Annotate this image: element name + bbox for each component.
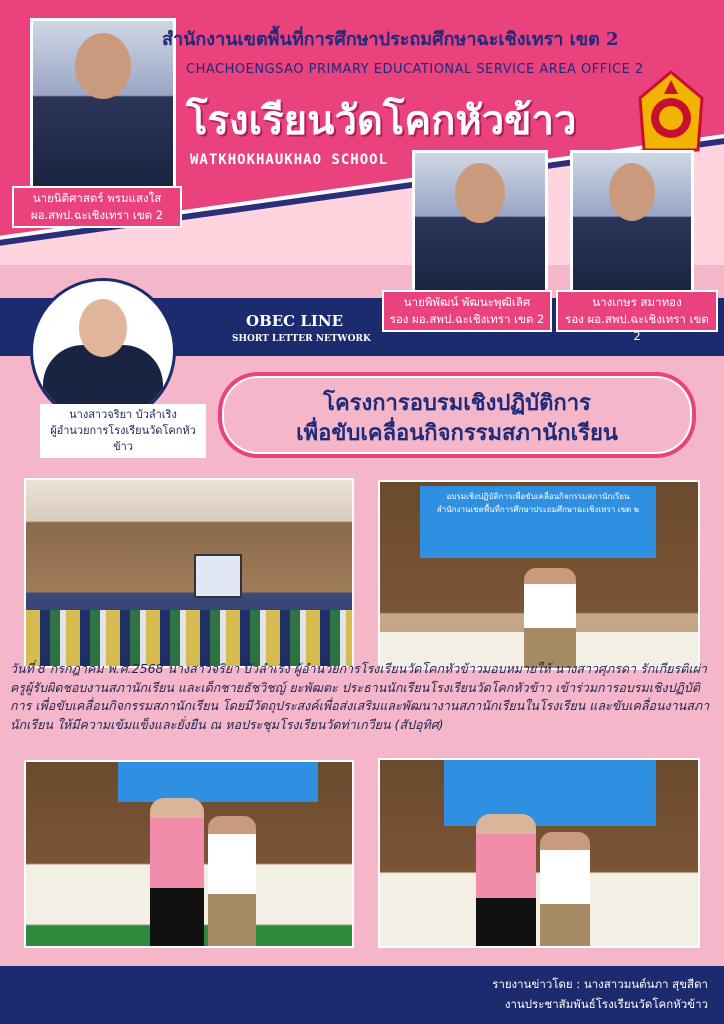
deputy2-name: นางเกษร สมาทอง (592, 295, 682, 309)
photo-auditorium (24, 478, 354, 668)
deputy1-face (455, 163, 505, 223)
principal-face (79, 299, 127, 357)
hall-screen (194, 554, 242, 598)
emblem-logo (636, 70, 706, 156)
director-face (75, 33, 131, 99)
project-title-line1: โครงการอบรมเชิงปฏิบัติการ (323, 390, 591, 416)
student-figure-3 (540, 832, 590, 948)
principal-photo (30, 278, 176, 424)
footer-department: งานประชาสัมพันธ์โรงเรียนวัดโคกหัวข้าว (504, 997, 708, 1011)
banner-line2: สำนักงานเขตพื้นที่การศึกษาประถมศึกษาฉะเชิงเทรา เขต ๒ (436, 505, 640, 514)
director-photo (30, 18, 176, 189)
photo-student-stage (378, 480, 700, 670)
deputy2-photo (570, 150, 694, 296)
director-role: ผอ.สพป.ฉะเชิงเทรา เขต 2 (30, 208, 164, 222)
deputy1-photo (412, 150, 548, 296)
obec-subtitle: SHORT LETTER NETWORK (232, 334, 371, 344)
photo-teacher-student-2 (378, 758, 700, 948)
deputy1-role: รอง ผอ.สพป.ฉะเชิงเทรา เขต 2 (389, 312, 545, 326)
deputy2-role: รอง ผอ.สพป.ฉะเชิงเทรา เขต 2 (565, 312, 709, 343)
teacher-figure-2 (476, 814, 536, 948)
director-name: นายนิติศาสตร์ พรมแสงใส (32, 191, 162, 205)
school-name-en: WATKHOKHAUKHAO SCHOOL (190, 152, 389, 168)
director-caption (12, 186, 182, 228)
news-body-text: วันที่ 8 กรกฎาคม พ.ศ.2568 นางสาวจริยา บัวลำเริง ผู้อำนวยการโรงเรียนวัดโคกหัวข้าวมอบหมายให้ นางสาวศุภรดา รักเกียรติเผ่า ครูผู้รับผิดชอบงานสภานักเรียน และเด็กชายธัชวิชญ์ ยะพัฒตะ ประธานนักเรียนโรงเรียนวัดโคกหัวข้าว เข้าร่วมการอบรมเชิงปฏิบัติการ เพื่อขับเคลื่อนกิจกรรมสภานักเรียน โดยมีวัตถุประสงค์เพื่อส่งเสริมและพัฒนางานสภานักเรียนในโรงเรียน และขับเคลื่อนงานสภานักเรียน ให้มีความเข้มแข็งและยั่งยืน ณ หอประชุมโรงเรียนวัดท่าเกวียน (สัปอุทิศ) (10, 661, 710, 732)
deputy2-face (609, 163, 655, 221)
principal-role: ผู้อำนวยการโรงเรียนวัดโคกหัวข้าว (50, 424, 196, 453)
deputy1-caption (382, 290, 552, 332)
obec-title: OBEC LINE (246, 312, 344, 330)
project-title-box (218, 372, 696, 458)
stage-banner-3 (444, 760, 656, 826)
office-title-en: CHACHOENGSAO PRIMARY EDUCATIONAL SERVICE AREA OFFICE 2 (186, 62, 644, 77)
office-title-th: สำนักงานเขตพื้นที่การศึกษาประถมศึกษาฉะเชิงเทรา เขต 2 (162, 29, 619, 50)
footer-bar (0, 966, 724, 1024)
principal-caption (40, 404, 206, 458)
stage-banner-2 (118, 762, 318, 802)
footer-reporter: รายงานข่าวโดย : นางสาวมนต์นภา สุขสีดา (492, 977, 708, 991)
principal-name: นางสาวจริยา บัวลำเริง (69, 408, 177, 421)
student-figure (524, 568, 576, 670)
school-name-th: โรงเรียนวัดโคกหัวข้าว (186, 97, 577, 144)
deputy1-name: นายพิพัฒน์ พัฒนะพุฒิเลิศ (403, 295, 531, 309)
deputy2-caption (556, 290, 718, 343)
project-title-line2: เพื่อขับเคลื่อนกิจกรรมสภานักเรียน (296, 420, 618, 446)
photo-teacher-student-1 (24, 760, 354, 948)
stage-banner (420, 486, 656, 558)
banner-line1: อบรมเชิงปฏิบัติการเพื่อขับเคลื่อนกิจกรรมสภานักเรียน (446, 492, 630, 501)
teacher-figure-1 (150, 798, 204, 948)
student-figure-2 (208, 816, 256, 948)
